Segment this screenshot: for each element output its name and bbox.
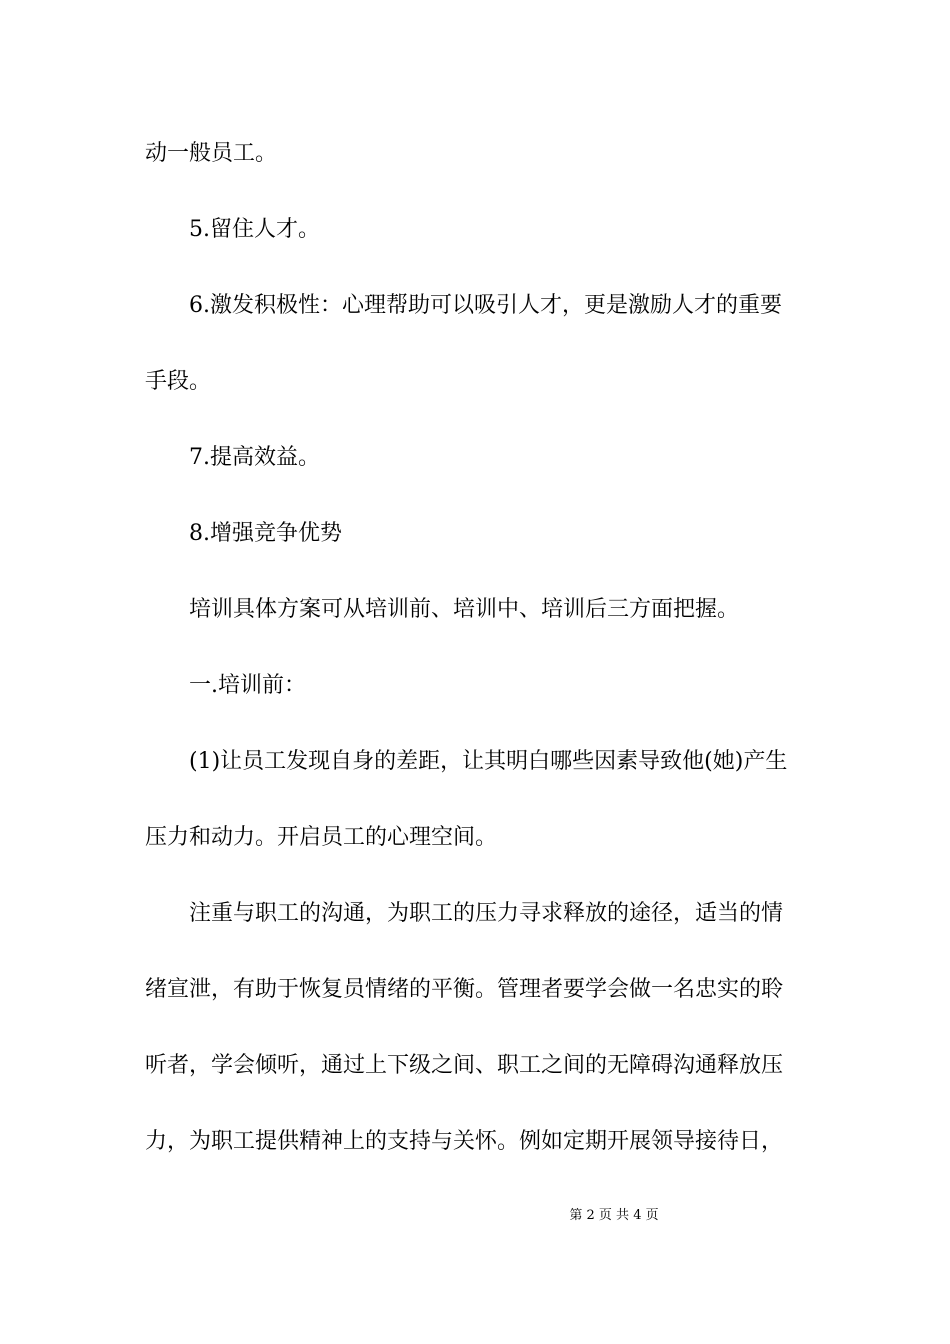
text-line: 听者，学会倾听，通过上下级之间、职工之间的无障碍沟通释放压	[145, 1053, 784, 1078]
page-footer: 第 2 页 共 4 页	[569, 1208, 659, 1223]
text-line: (1)让员工发现自身的差距，让其明白哪些因素导致他(她)产生	[189, 749, 788, 774]
body-text	[145, 128, 815, 1192]
text-line: 绪宣泄，有助于恢复员情绪的平衡。管理者要学会做一名忠实的聆	[145, 977, 784, 1002]
text-line: 培训具体方案可从培训前、培训中、培训后三方面把握。	[189, 597, 740, 622]
text-line: 手段。	[145, 369, 212, 394]
text-line: 5.留住人才。	[189, 217, 320, 242]
text-line: 8.增强竞争优势	[189, 521, 342, 546]
text-line: 6.激发积极性：心理帮助可以吸引人才，更是激励人才的重要	[189, 293, 782, 318]
text-line: 一.培训前：	[189, 673, 306, 698]
text-line: 动一般员工。	[145, 141, 278, 166]
text-line: 7.提高效益。	[189, 445, 320, 470]
text-line: 注重与职工的沟通，为职工的压力寻求释放的途径，适当的情	[189, 901, 784, 926]
text-line: 压力和动力。开启员工的心理空间。	[145, 825, 498, 850]
text-line: 力，为职工提供精神上的支持与关怀。例如定期开展领导接待日，	[145, 1129, 784, 1154]
